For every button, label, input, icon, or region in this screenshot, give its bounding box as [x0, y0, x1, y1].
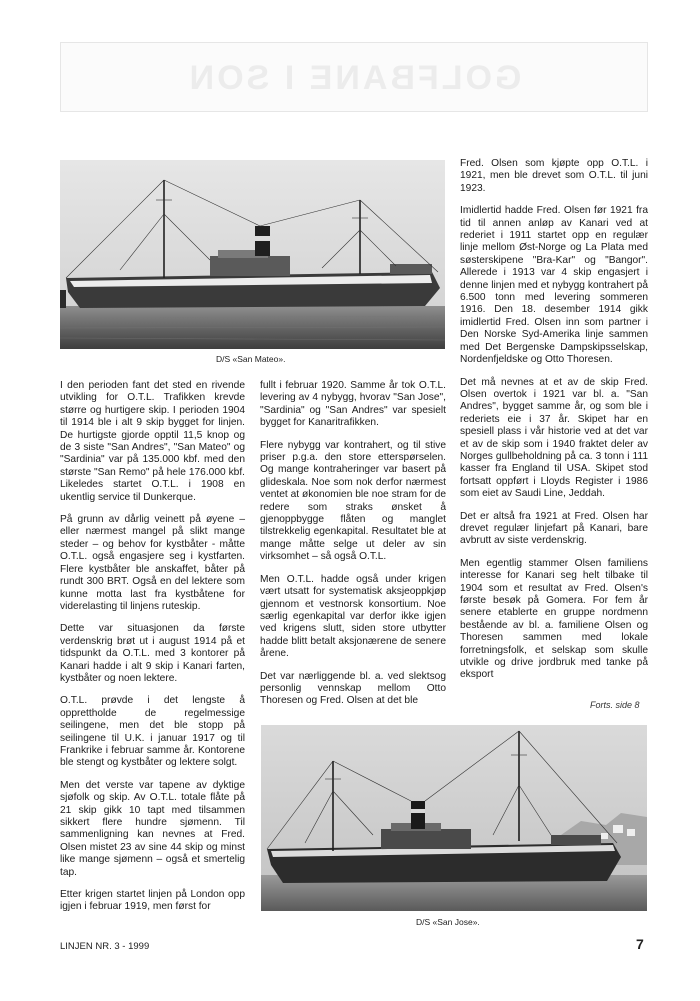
paragraph: I den perioden fant det sted en rivende utvikling for O.T.L. Trafikken krevde større og hurtigere skip. I perioden 1904 til 1914 ble i alt 9 skip bygget for linjen. De hurtigste gjorde opptil 11,5 knop og de 3 siste "San Andres", "San Mateo" og "Sardinia" var på 135.000 kbf. med den største "San Remo" på hele 176.000 kbf. Likeledes startet O.T.L. i 1908 en ukentlig service til Dunkerque. [60, 380, 245, 503]
header-band [60, 42, 648, 112]
paragraph: Flere nybygg var kontrahert, og til stive priser p.g.a. den store etterspørselen. Og mange kontraheringer var basert på glideskala. Noe som nok derfor nærmest ventet at økonomien ble noe stram for de redere som straks ønsket å gjenoppbygge flåten og manglet tilstrekkelig egenkapital. Resultatet ble at mange måtte selge ut deler av sin virksomhet – så også O.T.L. [260, 439, 446, 563]
paragraph: Det må nevnes at et av de skip Fred. Olsen overtok i 1921 var bl. a. "San Andres", bygget samme år, og som ble i rederiets eie i 37 år. Skipet har en spesiell plass i vår historie ved at det var et av de skip som i 1940 fraktet deler av Norges gullbeholdning på ca. 3 tonn i 111 kasser fra England til USA. Skipet stod fortsatt oppført i Lloyds Register i 1986 som eiet av Saudi Line, Jeddah. [460, 376, 648, 500]
text-column-right [460, 158, 648, 692]
ghost-header-title: GOLFBANE I SON [186, 59, 522, 97]
page-number: 7 [636, 936, 644, 952]
paragraph: Men O.T.L. hadde også under krigen vært utsatt for systematisk aksjeoppkjøp gjennom et vestnorsk konsortium. Noe særlig egenkapital var derfor ikke igjen ved krigens slutt, siden store utbytter hadde blitt betalt aksjonærene de senere årene. [260, 573, 446, 660]
caption-san-mateo: D/S «San Mateo». [216, 354, 286, 364]
paragraph: fullt i februar 1920. Samme år tok O.T.L. levering av 4 nybygg, hvorav "San Jose", "Sardinia" og "San Andres" var spesielt bygget for Kanaritrafikken. [260, 380, 446, 429]
paragraph: Men egentlig stammer Olsen familiens interesse for Kanari seg helt tilbake til 1904 som et resultat av Fred. Olsen's første besøk på Gomera. For fem år senere etablerte en gruppe nordmenn bestående av bl. a. familiene Olsen og Thoresen sammen med lokale forretningsfolk, et selskap som skulle utvikle og drive jordbruk med tanke på eksport [460, 557, 648, 681]
paragraph: Etter krigen startet linjen på London opp igjen i februar 1919, men først for [60, 889, 245, 913]
paragraph: Dette var situasjonen da første verdenskrig brøt ut i august 1914 på et tidspunkt da O.T.L. med 3 kontorer på Kanari hadde i alt 9 skip i Kanari farten, kystbåter og noen lektere. [60, 623, 245, 684]
paragraph: Det var nærliggende bl. a. ved slektsog personlig vennskap mellom Otto Thoresen og Fred. Olsen at det ble [260, 670, 446, 707]
paragraph: O.T.L. prøvde i det lengste å opprettholde de regelmessige seilingene, men det ble stopp på seilingene til U.K. i januar 1917 og til Frankrike i februar samme år. Kontorene ble stengt og kystbåter og lektere solgt. [60, 695, 245, 769]
caption-san-jose: D/S «San Jose». [416, 917, 480, 927]
paragraph: Fred. Olsen som kjøpte opp O.T.L. i 1921, men ble drevet som O.T.L. til juni 1923. [460, 158, 648, 194]
text-column-left [60, 380, 245, 924]
photo-san-jose [261, 725, 647, 911]
paragraph: Imidlertid hadde Fred. Olsen før 1921 fra tid til annen anløp av Kanari ved at rederiet i 1911 startet opp en regulær linje mellom Øst-Norge og La Plata med søsterskipene "Bra-Kar" og "Bangor". Allerede i 1913 var 4 skip engasjert i denne linjen med et nybygg kontrahert på 6.500 tonn med levering sommeren 1916. Den 18. desember 1914 gikk imidlertid Fred. Olsen inn som partner i Den Norske Syd-Amerika linje sammen med Det Bergenske Dampskipsselskap, Nordenfjeldske og Otto Thoresen. [460, 205, 648, 366]
continued-note: Forts. side 8 [590, 700, 640, 710]
publication-footer: LINJEN NR. 3 - 1999 [60, 941, 150, 952]
paragraph: På grunn av dårlig veinett på øyene – eller nærmest mangel på slikt mange steder – og behov for kystbåter - måtte O.T.L. også engasjere seg i kystfarten. Flere kystbåter ble anskaffet, båter på rundt 300 BRT. Også en del lektere som kunne motta last fra kystbåtene for viderelasting til linjens ruteskip. [60, 514, 245, 612]
paragraph: Det er altså fra 1921 at Fred. Olsen har drevet regulær linjefart på Kanari, bare avbrutt av siste verdenskrig. [460, 510, 648, 547]
paragraph: Men det verste var tapene av dyktige sjøfolk og skip. Av O.T.L. totale flåte på 21 skip gikk 10 tapt med tilsammen sikkert flere hundre sjømenn. Til sammenligning kan nevnes at Fred. Olsen mistet 23 av sine 44 skip og minst like mange sjømenn – også et smertelig tap. [60, 779, 245, 878]
text-column-middle [260, 380, 446, 718]
photo-san-mateo [60, 160, 445, 349]
